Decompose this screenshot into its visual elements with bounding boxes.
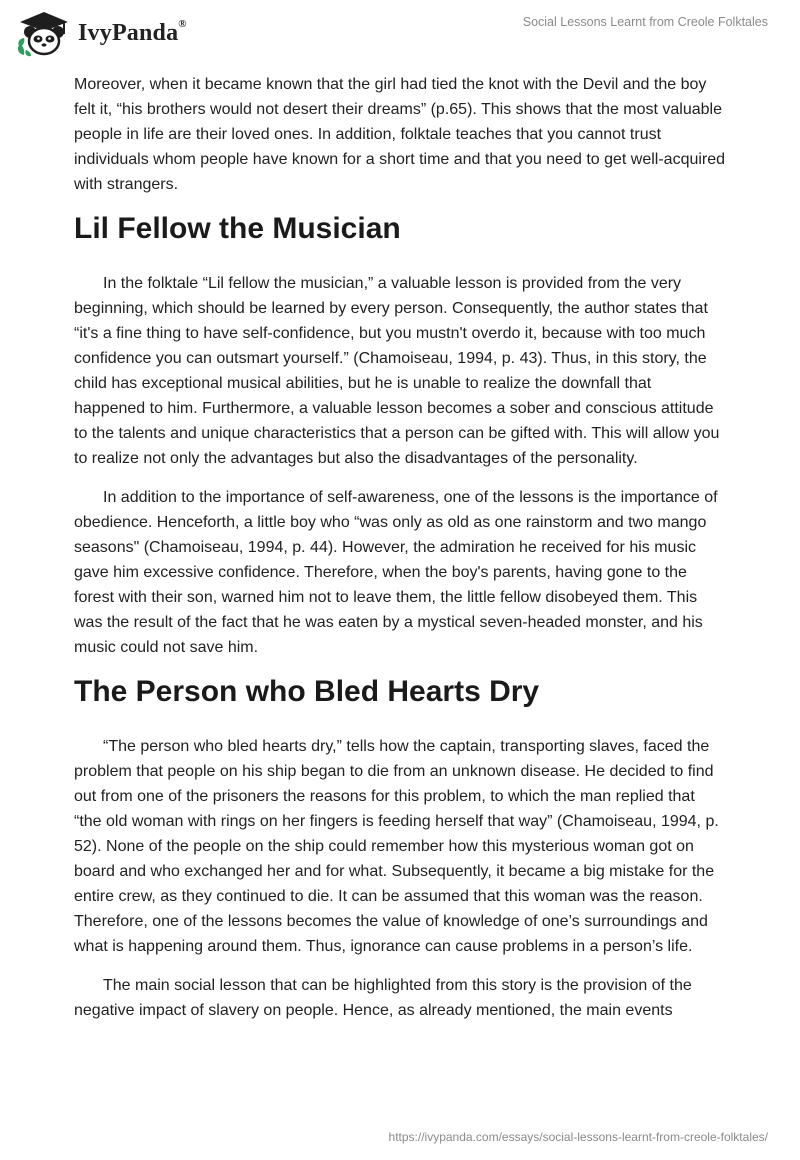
paragraph: The main social lesson that can be highlighted from this story is the provision of the negative impact of slavery on people. Hence, as already mentioned, the main events — [74, 977, 692, 1019]
essay-body — [74, 72, 726, 1037]
section-heading-lil-fellow: Lil Fellow the Musician — [74, 212, 401, 245]
paragraph: “The person who bled hearts dry,” tells how the captain, transporting slaves, faced the problem that people on his ship began to die from an unknown disease. He decided to find out from one of the prisoners the reasons for this problem, to which the man replied that “the old woman with rings on her fingers is feeding herself that way” (Chamoiseau, 1994, p. 52). None of the people on the ship could remember how this mysterious woman got on board and who exchanged her and for what. Subsequently, it became a big mistake for the entire crew, as they continued to die. It can be assumed that this woman was the reason. Therefore, one of the lessons becomes the value of knowledge of one’s surroundings and what is happening around them. Thus, ignorance can cause problems in a person’s life. — [74, 738, 719, 955]
page-header — [0, 0, 800, 70]
intro-paragraph: Moreover, when it became known that the girl had tied the knot with the Devil and the boy felt it, “his brothers would not desert their dreams” (p.65). This shows that the most valuable people in life are their loved ones. In addition, folktale teaches that you cannot trust individuals whom people have known for a short time and that you need to get well-acquired with strangers. — [74, 76, 726, 193]
paragraph: In addition to the importance of self-awareness, one of the lessons is the importance of obedience. Henceforth, a little boy who “was only as old as one rainstorm and two mango seasons" (Chamoiseau, 1994, p. 44). However, the admiration he received for his music gave him excessive confidence. Therefore, when the boy's parents, having gone to the forest with their son, warned him not to leave them, the little fellow disobeyed them. This was the result of the fact that he was eaten by a mystical seven-headed monster, and his music could not save him. — [74, 489, 718, 656]
ivypanda-logo[interactable] — [14, 8, 187, 58]
registered-mark: ® — [178, 17, 187, 30]
brand-text: IvyPanda — [78, 19, 179, 46]
document-title: Social Lessons Learnt from Creole Folktales — [522, 15, 768, 29]
panda-graduate-icon — [14, 8, 70, 58]
source-url[interactable]: https://ivypanda.com/essays/social-lessons-learnt-from-creole-folktales/ — [388, 1130, 768, 1144]
section-heading-bled-hearts: The Person who Bled Hearts Dry — [74, 675, 540, 708]
paragraph: In the folktale “Lil fellow the musician,” a valuable lesson is provided from the very beginning, which should be learned by every person. Consequently, the author states that “it's a fine thing to have self-confidence, but you mustn't overdo it, because with too much confidence you can outsmart yourself.” (Chamoiseau, 1994, p. 43). Thus, in this story, the child has exceptional musical abilities, but he is unable to realize the downfall that happened to him. Furthermore, a valuable lesson becomes a sober and conscious attitude to the talents and unique characteristics that a person can be gifted with. This will allow you to realize not only the advantages but also the disadvantages of the personality. — [74, 275, 720, 467]
brand-name — [78, 17, 187, 47]
